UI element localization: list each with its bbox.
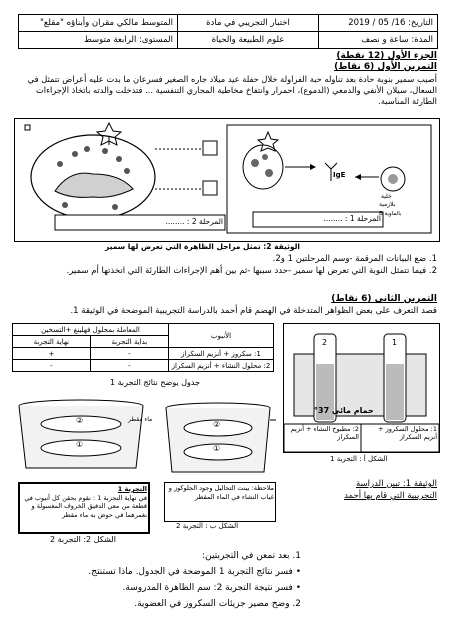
- ex2-bullet-2: • فسر نتيجة التجربة 2: سم الظاهرة المدروسة.: [122, 583, 301, 593]
- ex2-intro: قصد التعرف على بعض الظواهر المتدخلة في الهضم قام أحمد بالدراسة التجريبية الموضحة في الوثيقة 1.: [70, 306, 437, 316]
- header-date: التاريخ: 16/ 05 / 2019: [319, 15, 438, 32]
- ex1-title: التمرين الأول (6 نقاط): [334, 62, 437, 72]
- cell-label: خلية: [381, 193, 392, 200]
- row1-start: -: [90, 348, 168, 360]
- water-bath-label: حمام مائي 37°: [314, 406, 374, 415]
- header-level: المستوى: الرابعة متوسط: [19, 32, 178, 49]
- results-table: [12, 323, 274, 372]
- stage1-label: المرحلة 1 : ........: [323, 214, 381, 223]
- ige-label: IgE: [333, 171, 346, 179]
- doc2-figure: [14, 118, 440, 242]
- table-caption: جدول يوضح نتائج التجربة 1: [110, 378, 201, 387]
- ex2-q-intro: 1. بعد تمعن في التجربتين:: [202, 551, 301, 561]
- table-header-treatment: المعاملة بمحلول فهلينغ +التسخين: [13, 324, 169, 336]
- table-row: [13, 360, 274, 372]
- result-mid-box: ملاحظة: بينت التحاليل وجود الجلوكوز و غياب النشاء في الماء المقطر: [164, 482, 276, 522]
- plasma-label: بلازمية: [379, 201, 396, 208]
- beaker-mid: [160, 400, 276, 532]
- stage2-label: المرحلة 2 : ........: [165, 217, 223, 226]
- bag2-mid-label: ②: [213, 420, 221, 429]
- bag1-mid-label: ①: [213, 444, 221, 453]
- table-header-start: بداية التجربة: [90, 336, 168, 348]
- ex2-bullet-1: • فسر نتائج التجربة 1 الموضحة في الجدول. ماذا تستنتج.: [88, 567, 301, 577]
- result-left-box: [18, 482, 150, 534]
- part1-title: الجزء الأول (12 نقطة): [336, 51, 437, 61]
- water-label: ماء مقطر: [128, 416, 153, 423]
- beaker-left-diagram: [12, 396, 153, 474]
- legend-1: 1: محلول السكروز + أنزيم السكراز: [378, 425, 437, 441]
- ex2-question-2: 2. وضح مصير جزيئات السكروز في العضوية.: [134, 599, 301, 609]
- result-left-text: في نهاية التجربة 1 : نقوم بحقن كل أنبوب في قطعة من معي الدقيق الخروف المغسولة و نغمرهما في حوض به ماء مقطر: [24, 493, 147, 519]
- table-header-end: نهاية التجربة: [13, 336, 91, 348]
- header-school: المتوسط مالكي مقران وأبناؤه "مقلع": [19, 15, 178, 32]
- ex2-title: التمرين الثاني (6 نقاط): [331, 294, 437, 304]
- tube1-number: 1: [392, 338, 398, 347]
- mast-cell-icon: [25, 123, 217, 219]
- beaker-mid-diagram: [160, 400, 276, 478]
- fig-a: [283, 323, 440, 453]
- header-subject-2: علوم الطبيعة والحياة: [178, 32, 319, 49]
- row2-start: -: [90, 360, 168, 372]
- table-header-tubes: الأنبوب: [169, 324, 274, 348]
- row2-tube: 2: محلول النشاء + أنزيم السكراز: [169, 360, 274, 372]
- fig-2-caption: الشكل 2: التجربة 2: [50, 535, 116, 544]
- bullet1-text: فسر نتائج التجربة 1 الموضحة في الجدول. ماذا تستنتج.: [88, 567, 293, 577]
- result-left-title: التجربة 1: [117, 485, 147, 493]
- header-subject-1: اختبار التجريبي في مادة: [178, 15, 319, 32]
- fig-b-caption: الشكل ب : التجربة 2: [176, 522, 239, 530]
- tube2-number: 2: [322, 338, 328, 347]
- doc2-caption: الوثيقة 2: تمثل مراحل الظاهرة التي تعرض لها سمير: [105, 242, 300, 251]
- bullet2-text: فسر نتيجة التجربة 2: سم الظاهرة المدروسة.: [122, 583, 293, 593]
- fig-a-caption: الشكل أ : التجربة 1: [330, 455, 388, 463]
- table-row: [13, 348, 274, 360]
- bag1-label: ①: [76, 440, 84, 449]
- ex1-question-2: 2. فيما تتمثل النوبة التي تعرض لها سمير -حدد سببها -ثم بين أهم الإجراءات الطارئة التي اتخذتها أم سمير.: [66, 266, 437, 276]
- doc1-caption-line2: التجريبية التي قام بها أحمد: [344, 491, 437, 501]
- bag2-label: ②: [76, 416, 84, 425]
- row1-end: +: [13, 348, 91, 360]
- ex1-intro: أصيب سمير بنوبة حادة بعد تناوله حبة الفراولة خلال حفلة عيد ميلاد جاره الصغير فسرعان ما بدت عليه أعراض تتمثل في السعال، سيلان الأنفي والدمعي (الدموع)، احمرار وانتفاخ مخاطية المجاري التنفسية ... فتدخلت والدته باتخاذ الإجراءات الطارئة المناسبة.: [27, 74, 437, 106]
- ex1-question-1: 1. ضع البيانات المرقمة -وسم المرحلتين 1 و2.: [272, 254, 437, 264]
- row1-tube: 1: سكروز + أنزيم السكراز: [169, 348, 274, 360]
- b-lymph-label: بالماوية B: [379, 211, 402, 217]
- doc1-caption: [287, 478, 437, 502]
- row2-end: -: [13, 360, 91, 372]
- exam-header: [18, 14, 438, 49]
- doc1-caption-line1: الوثيقة 1: تبين الدراسة: [355, 479, 437, 489]
- legend-2: 2: مطبوخ النشاء + أنزيم السكراز: [290, 425, 359, 441]
- header-duration: المدة: ساعة و نصف: [319, 32, 438, 49]
